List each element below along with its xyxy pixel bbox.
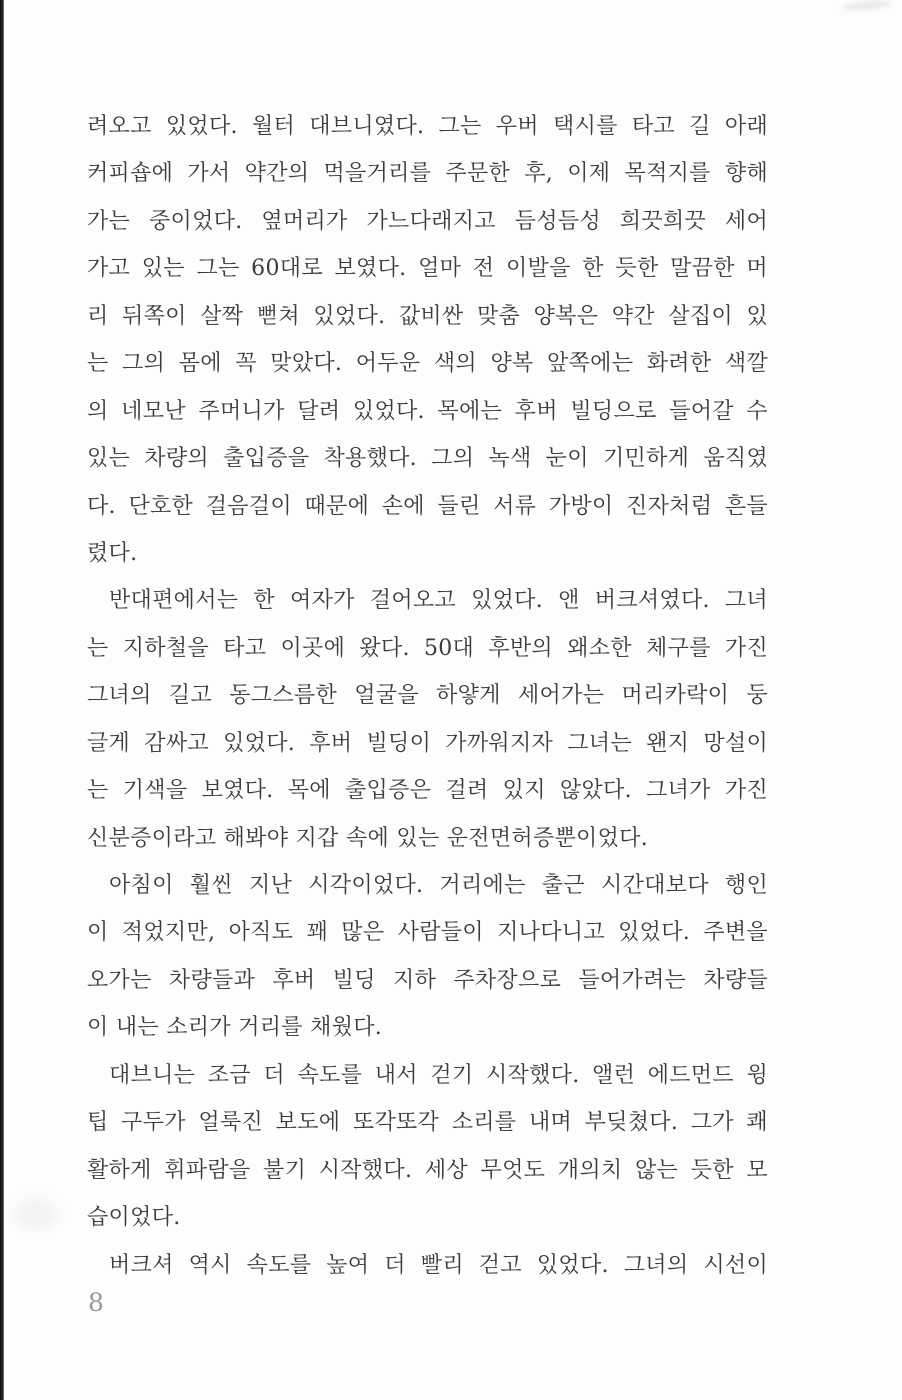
- text-line: 반대편에서는 한 여자가 걸어오고 있었다. 앤 버크셔였다. 그녀: [109, 588, 768, 614]
- text-line: 활하게 휘파람을 불기 시작했다. 세상 무엇도 개의치 않는 듯한 모: [87, 1157, 768, 1183]
- text-line: 는 지하철을 타고 이곳에 왔다. 50대 후반의 왜소한 체구를 가진: [87, 635, 768, 661]
- text-line: 신분증이라고 해봐야 지갑 속에 있는 운전면허증뿐이었다.: [87, 825, 649, 851]
- text-line: 가는 중이었다. 옆머리가 가느다래지고 듬성듬성 희끗희끗 세어: [87, 208, 768, 234]
- text-line: 는 그의 몸에 꼭 맞았다. 어두운 색의 양복 앞쪽에는 화려한 색깔: [87, 351, 768, 377]
- text-line: 리 뒤쪽이 살짝 뻗쳐 있었다. 값비싼 맞춤 양복은 약간 살집이 있: [87, 303, 768, 329]
- text-line: 글게 감싸고 있었다. 후버 빌딩이 가까워지자 그녀는 왠지 망설이: [87, 730, 768, 756]
- text-line: 는 기색을 보였다. 목에 출입증은 걸려 있지 않았다. 그녀가 가진: [87, 778, 768, 804]
- text-line: 대브니는 조금 더 속도를 내서 걷기 시작했다. 앨런 에드먼드 윙: [109, 1062, 768, 1088]
- text-line: 다. 단호한 걸음걸이 때문에 손에 들린 서류 가방이 진자처럼 흔들: [87, 493, 768, 519]
- text-line: 버크셔 역시 속도를 높여 더 빨리 걷고 있었다. 그녀의 시선이: [109, 1252, 768, 1278]
- page-number: 8: [88, 1288, 105, 1317]
- scan-edge-left: [0, 0, 4, 1400]
- text-line: 오가는 차량들과 후버 빌딩 지하 주차장으로 들어가려는 차량들: [87, 967, 768, 993]
- scan-smudge-bottom-left: [14, 1198, 58, 1230]
- text-block: [87, 103, 768, 1289]
- text-line: 그녀의 길고 동그스름한 얼굴을 하얗게 세어가는 머리카락이 둥: [87, 683, 768, 709]
- scan-smudge-top-right: [843, 0, 892, 12]
- text-line: 팁 구두가 얼룩진 보도에 또각또각 소리를 내며 부딪쳤다. 그가 쾌: [87, 1110, 768, 1136]
- text-line: 이 내는 소리가 거리를 채웠다.: [87, 1015, 383, 1041]
- text-line: 이 적었지만, 아직도 꽤 많은 사람들이 지나다니고 있었다. 주변을: [87, 920, 768, 946]
- text-line: 려오고 있었다. 월터 대브니였다. 그는 우버 택시를 타고 길 아래: [87, 114, 768, 139]
- text-line: 습이었다.: [87, 1205, 181, 1231]
- text-line: 있는 차량의 출입증을 착용했다. 그의 녹색 눈이 기민하게 움직였: [87, 446, 768, 472]
- text-line: 렸다.: [87, 540, 138, 566]
- text-line: 의 네모난 주머니가 달려 있었다. 목에는 후버 빌딩으로 들어갈 수: [87, 398, 768, 424]
- text-line: 가고 있는 그는 60대로 보였다. 얼마 전 이발을 한 듯한 말끔한 머: [87, 256, 768, 282]
- text-line: 아침이 훨씬 지난 시각이었다. 거리에는 출근 시간대보다 행인: [109, 873, 768, 898]
- text-line: 커피숍에 가서 약간의 먹을거리를 주문한 후, 이제 목적지를 향해: [87, 161, 768, 187]
